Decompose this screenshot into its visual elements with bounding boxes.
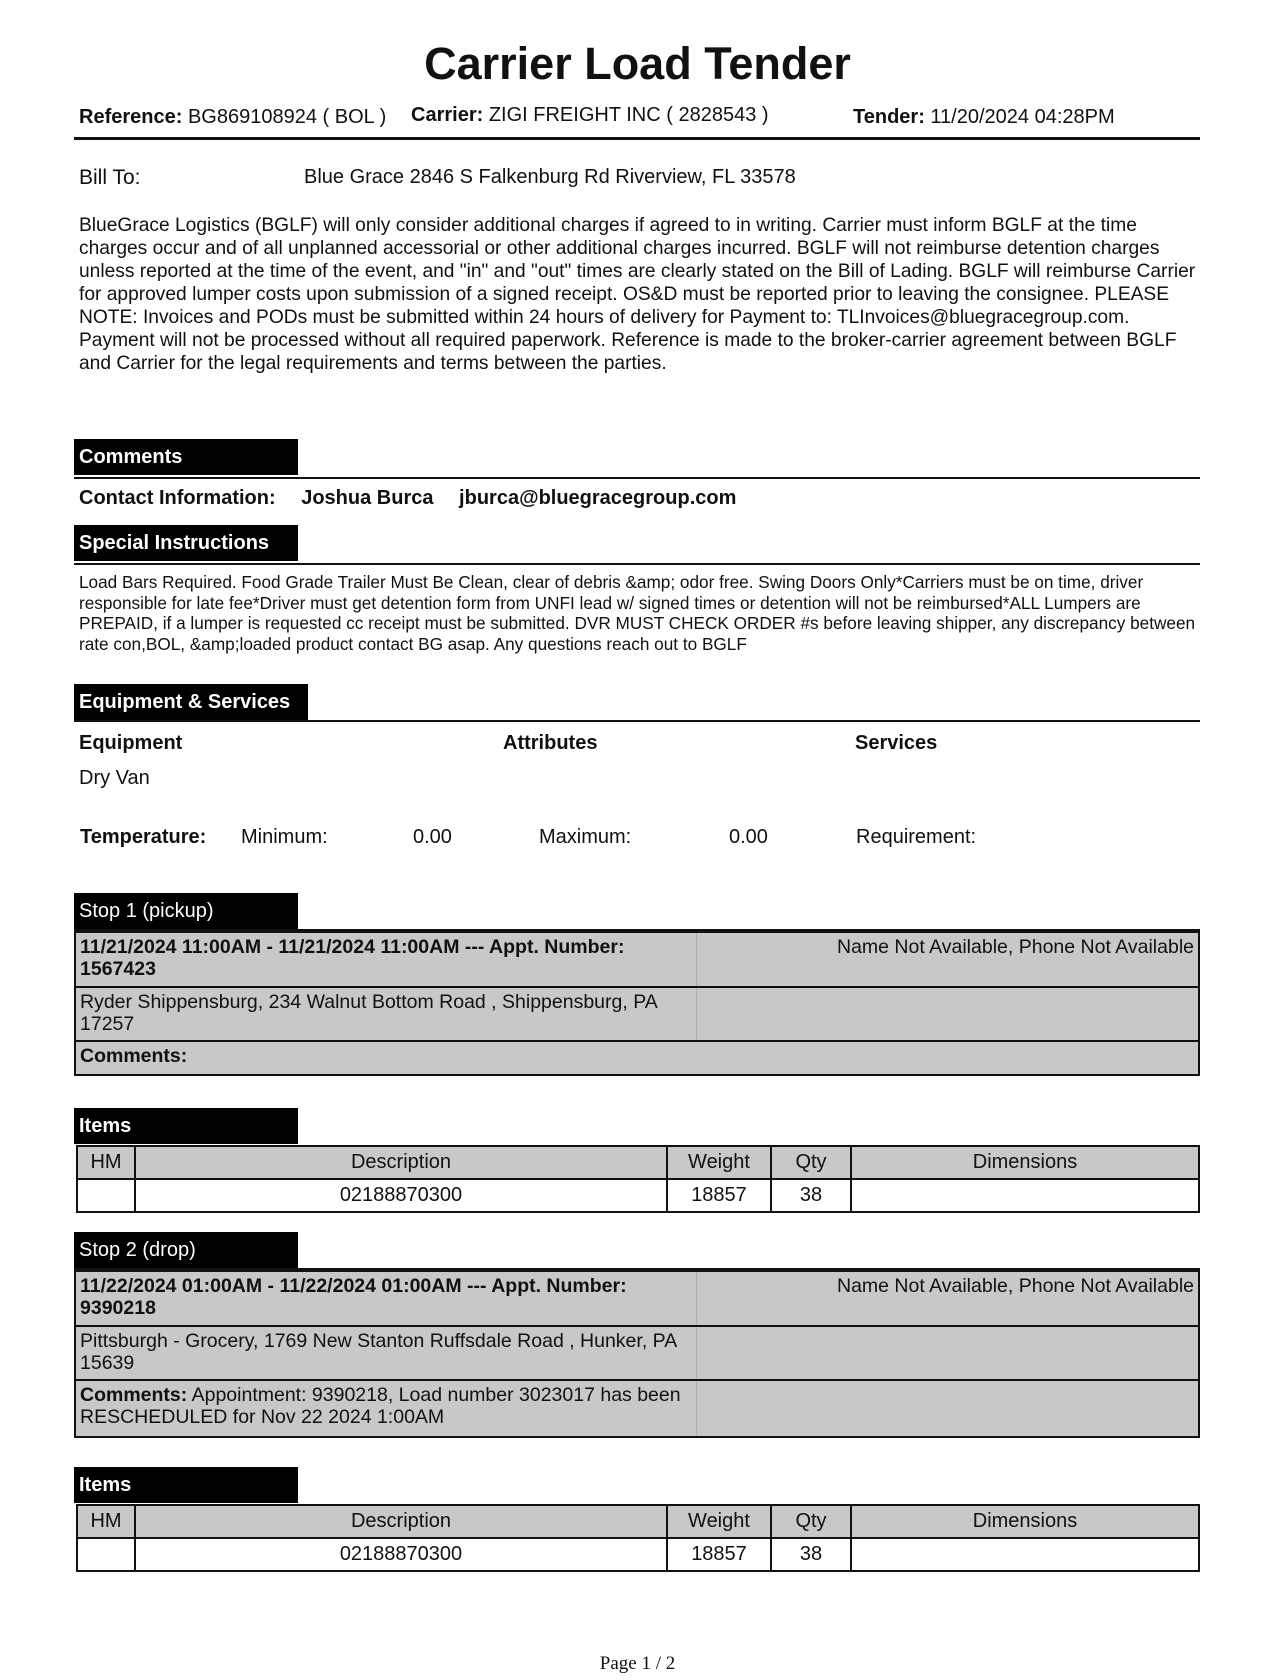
stop-comments-row [76,1042,1198,1074]
stop-address: Ryder Shippensburg, 234 Walnut Bottom Road , Shippensburg, PA 17257 [80,991,657,1035]
reference-field [79,106,386,129]
stop-comments-row [76,1381,1198,1436]
column-header-dimensions: Dimensions [851,1146,1199,1179]
tender-field [853,106,1115,129]
equipment-column-label: Equipment [79,732,183,754]
column-header-description: Description [135,1505,667,1538]
stop-address: Pittsburgh - Grocery, 1769 New Stanton Ruffsdale Road , Hunker, PA 15639 [80,1330,677,1374]
special-instructions-text: Load Bars Required. Food Grade Trailer Must Be Clean, clear of debris &amp; odor free. Swing Doors Only*Carriers must be on time, driver responsible for late fee*Driver must get detention form from UNFI lead w/ signed times or detention will not be reimbursed*ALL Lumpers are PREPAID, if a lumper is requested cc receipt must be submitted. DVR MUST CHECK ORDER #s before leaving shipper, any discrepancy between rate con,BOL, &amp;loaded product contact BG asap. Any questions reach out to BGLF [79,572,1196,654]
cell-dimensions [851,1179,1199,1212]
page-number: Page 1 / 2 [599,1653,676,1674]
cell-qty: 38 [771,1538,851,1571]
cell-weight: 18857 [667,1179,771,1212]
contact-information [79,487,756,510]
tender-value: 11/20/2024 04:28PM [930,106,1115,128]
cell-hm [77,1179,135,1212]
section-divider [74,563,1200,565]
attributes-column-label: Attributes [503,732,598,754]
column-header-qty: Qty [771,1146,851,1179]
cell-qty: 38 [771,1179,851,1212]
section-divider [74,477,1200,479]
stop-comments: Appointment: 9390218, Load number 3023017 has been RESCHEDULED for Nov 22 2024 1:00AM [80,1384,681,1428]
cell-description: 02188870300 [135,1538,667,1571]
table-row [77,1179,1199,1212]
table-header-row [77,1505,1199,1538]
equipment-value: Dry Van [79,767,150,789]
column-header-dimensions: Dimensions [851,1505,1199,1538]
reference-value: BG869108924 ( BOL ) [187,106,387,128]
cell-weight: 18857 [667,1538,771,1571]
stop-address-row [76,1327,1198,1381]
comments-section-header: Comments [74,439,298,475]
column-header-hm: HM [77,1146,135,1179]
column-header-hm: HM [77,1505,135,1538]
stop-address-row [76,988,1198,1042]
minimum-value: 0.00 [413,826,452,848]
maximum-label: Maximum: [539,826,632,848]
temperature-label: Temperature: [80,826,207,848]
stop-schedule-row [76,933,1198,988]
stop-comments-label: Comments: [80,1045,188,1067]
stop-schedule-row [76,1272,1198,1327]
stop-schedule: 11/21/2024 11:00AM - 11/21/2024 11:00AM --- Appt. Number: 1567423 [80,936,625,980]
equipment-services-header: Equipment & Services [74,684,308,720]
section-divider [74,720,1200,722]
carrier-value: ZIGI FREIGHT INC ( 2828543 ) [488,104,769,126]
stop-contact: Name Not Available, Phone Not Available [836,1275,1194,1297]
services-column-label: Services [855,732,938,754]
column-header-weight: Weight [667,1146,771,1179]
stop-contact: Name Not Available, Phone Not Available [836,936,1194,958]
maximum-value: 0.00 [729,826,768,848]
minimum-label: Minimum: [241,826,328,848]
stop-comments-label: Comments: [80,1384,188,1406]
items-1-header: Items [74,1108,298,1144]
items-2-table [76,1504,1200,1572]
requirement-label: Requirement: [856,826,977,848]
contact-name: Joshua Burca [301,487,434,509]
header-divider [74,137,1200,140]
cell-dimensions [851,1538,1199,1571]
special-instructions-header: Special Instructions [74,525,298,561]
column-header-weight: Weight [667,1505,771,1538]
stop-schedule: 11/22/2024 01:00AM - 11/22/2024 01:00AM --- Appt. Number: 9390218 [80,1275,627,1319]
table-row [77,1538,1199,1571]
items-1-table [76,1145,1200,1213]
page-title: Carrier Load Tender [424,38,851,89]
terms-paragraph: BlueGrace Logistics (BGLF) will only consider additional charges if agreed to in writing. Carrier must inform BGLF at the time charges occur and of all unplanned accessorial or other additional charges incurred. BGLF will not reimburse detention charges unless reported at the time of the event, and "in" and "out" times are clearly stated on the Bill of Lading. BGLF will reimburse Carrier for approved lumper costs upon submission of a signed receipt. OS&D must be reported prior to leaving the consignee. PLEASE NOTE: Invoices and PODs must be submitted within 24 hours of delivery for Payment to: TLInvoices@bluegracegroup.com. Payment will not be processed without all required paperwork. Reference is made to the broker-carrier agreement between BGLF and Carrier for the legal requirements and terms between the parties. [79,215,1196,374]
items-2-header: Items [74,1467,298,1503]
carrier-field [411,104,769,127]
table-header-row [77,1146,1199,1179]
bill-to-label: Bill To: [79,166,141,189]
tender-label: Tender: [853,106,925,128]
reference-label: Reference: [79,106,183,128]
contact-label: Contact Information: [79,487,276,509]
bill-to-value: Blue Grace 2846 S Falkenburg Rd Riverview, FL 33578 [304,166,796,188]
stop-2-details [74,1270,1200,1438]
carrier-label: Carrier: [411,104,484,126]
contact-email[interactable]: jburca@bluegracegroup.com [459,487,737,509]
column-header-qty: Qty [771,1505,851,1538]
stop-1-details [74,931,1200,1076]
cell-hm [77,1538,135,1571]
cell-description: 02188870300 [135,1179,667,1212]
stop-1-header: Stop 1 (pickup) [74,893,298,929]
stop-2-header: Stop 2 (drop) [74,1232,298,1268]
column-header-description: Description [135,1146,667,1179]
